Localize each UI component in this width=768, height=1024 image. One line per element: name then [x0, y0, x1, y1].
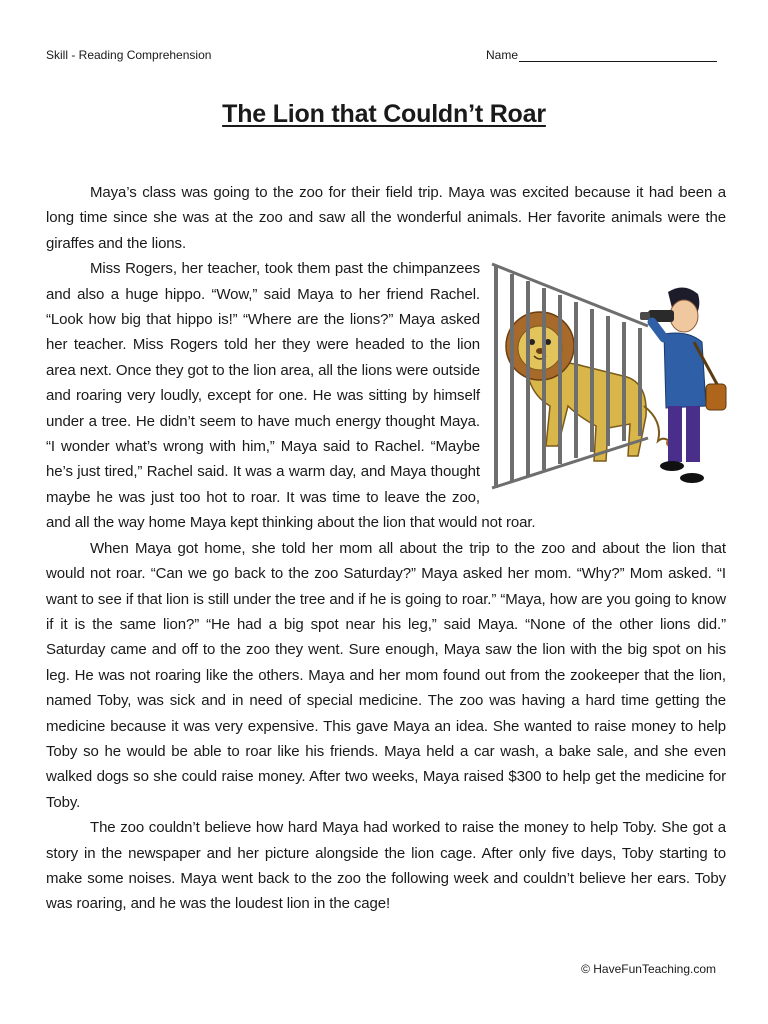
story-paragraph-4: The zoo couldn’t believe how hard Maya had worked to raise the money to help Toby. She got a story in the newspaper and her picture alongside the lion cage. After only five days, Toby starting to make some noises. Maya went back to the zoo the following week and couldn’t believe her ears. Toby was roaring, and he was the loudest lion in the cage! [46, 819, 726, 913]
story-title: The Lion that Couldn’t Roar [222, 100, 546, 128]
name-field [486, 48, 717, 62]
story-paragraph-2: Miss Rogers, her teacher, took them past the chimpanzees and also a huge hippo. “Wow,” said Maya to her friend Rachel. “Look how big that hippo is!” “Where are the lions?” Maya asked her teacher. Miss Rogers told her they were headed to the lion area next. Once they got to the lion area, all the lions were outside and roaring very loudly, except for one. He was sitting by himself under a tree. He didn’t seem to have much energy thought Maya. “I wonder what’s wrong with him,” Maya said to Rachel. “Maybe he’s just tired,” Rachel said. It was a warm day, and Maya thought maybe he was just too hot to roar. It was time to leave the zoo, and all the way home Maya kept thinking about the lion that would not roar. [46, 260, 536, 532]
lion-cage-illustration [488, 256, 728, 490]
name-label: Name [486, 48, 519, 62]
story-paragraph-3: When Maya got home, she told her mom all about the trip to the zoo and about the lion that would not roar. “Can we go back to the zoo Saturday?” Maya asked her mom. “Why?” Mom asked. “I want to see if that lion is still under the tree and if he is going to roar.” “Maya, how are you going to know if it is the same lion?” “He had a big spot near his leg,” said Maya. “None of the other lions did.” Saturday came and off to the zoo they went. Sure enough, Maya saw the lion with the big spot on his leg. He was not roaring like the others. Maya and her mom found out from the zookeeper that the lion, named Toby, was sick and in need of special medicine. The zoo was having a hard time getting the medicine because it was very expensive. This gave Maya an idea. She wanted to raise money to help Toby so he would be able to roar like his friends. Maya held a car wash, a bake sale, and she even walked dogs so she could raise money. After two weeks, Maya raised $300 to help get the medicine for Toby. [46, 539, 726, 811]
lion-cage-boy-binoculars-illustration [488, 256, 728, 490]
story-paragraph-1: Maya’s class was going to the zoo for their field trip. Maya was excited because it had been a long time since she was at the zoo and saw all the wonderful animals. Her favorite animals were the giraffes and the lions. [46, 184, 726, 252]
skill-label: Skill - Reading Comprehension [46, 48, 212, 62]
story-body [46, 180, 726, 917]
name-blank-line [519, 48, 717, 62]
copyright-footer: © HaveFunTeaching.com [581, 962, 716, 976]
boy-with-binoculars-icon [640, 288, 726, 484]
